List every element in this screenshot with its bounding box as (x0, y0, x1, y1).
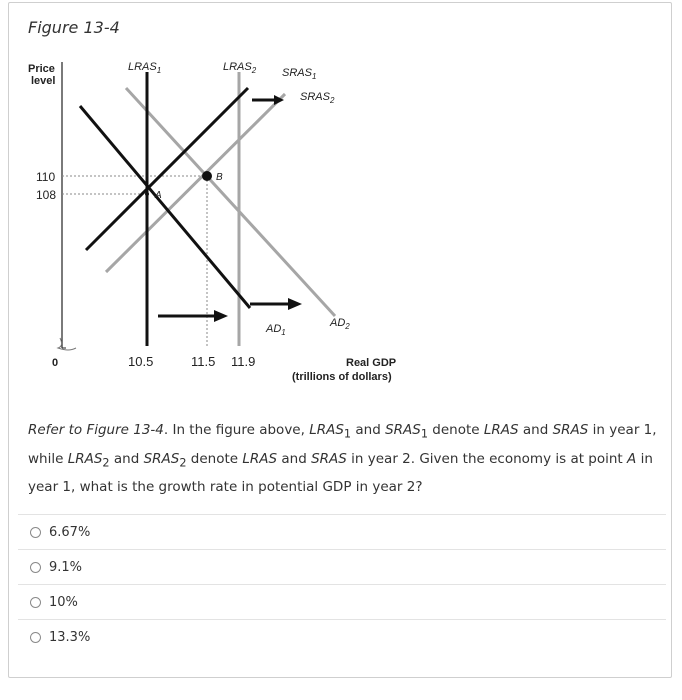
q-point: A (627, 450, 637, 467)
arrow-ad-shift (250, 298, 302, 310)
sras1-line (86, 88, 248, 250)
q-figure-ref: Figure 13-4 (86, 422, 164, 438)
point-b-label: B (216, 172, 223, 183)
question-text (28, 418, 664, 500)
option-label: 9.1% (49, 559, 83, 575)
q-end: in year 1, what is the growth rate in potential GDP in year 2? (28, 450, 653, 496)
answer-options (18, 514, 666, 654)
ad1-line (80, 106, 250, 308)
q-sub2-a: 2 (102, 456, 110, 470)
y-tick-110: 110 (36, 170, 56, 184)
sras2-label: $SRAS_2$ (300, 91, 335, 105)
point-b-dot (202, 171, 212, 181)
q-sras-plain-2: SRAS (311, 450, 347, 467)
x-tick-10-5: 10.5 (128, 354, 154, 369)
ad2-label: $AD_2$ (330, 317, 350, 331)
y-tick-108: 108 (36, 188, 57, 202)
radio-button[interactable] (30, 632, 41, 643)
q-lras-plain-2: LRAS (242, 450, 278, 467)
origin-label: 0 (52, 357, 59, 369)
x-tick-11-9: 11.9 (231, 354, 256, 369)
option-9-1[interactable] (18, 549, 666, 584)
q-and-2: and (518, 422, 553, 438)
q-refer: Refer to (28, 422, 87, 438)
q-sub1-a: 1 (343, 427, 352, 441)
q-sras: SRAS (385, 422, 421, 438)
q-sras-2: SRAS (143, 450, 180, 467)
q-year2: in year 2. Given the economy is at point (346, 450, 628, 467)
q-and-3: and (109, 450, 144, 467)
ad1-label: $AD_1$ (266, 323, 286, 337)
q-sub1-b: 1 (420, 427, 429, 441)
y-axis-label-2: level (31, 75, 56, 87)
figure-title: Figure 13-4 (28, 18, 120, 37)
option-6-67[interactable] (18, 514, 666, 549)
point-a-label: A (155, 190, 162, 201)
x-axis-label-1: Real GDP (346, 357, 397, 369)
arrow-lras-shift (158, 310, 228, 322)
q-denote-2: denote (186, 450, 243, 467)
radio-button[interactable] (30, 562, 41, 573)
q-part2: . In the figure above, (163, 422, 310, 438)
q-and-4: and (277, 450, 312, 467)
point-a-dot (145, 192, 149, 196)
option-label: 6.67% (49, 524, 91, 540)
axis-break-mark (58, 338, 76, 350)
lras1-label: $LRAS_1$ (128, 61, 162, 75)
q-sras-plain-1: SRAS (552, 422, 589, 438)
ad2-line (126, 88, 335, 316)
sras1-label: $SRAS_1$ (282, 67, 317, 81)
x-tick-11-5: 11.5 (191, 354, 216, 369)
option-10[interactable] (18, 584, 666, 619)
option-label: 10% (49, 594, 78, 610)
q-and-1: and (351, 422, 386, 438)
radio-button[interactable] (30, 527, 41, 538)
x-axis-label-2: (trillions of dollars) (292, 371, 392, 383)
q-lras-2: LRAS (67, 450, 103, 467)
q-sub2-b: 2 (179, 456, 187, 470)
option-label: 13.3% (49, 629, 91, 645)
lras2-label: $LRAS_2$ (223, 61, 257, 75)
q-year1: in year 1, while (28, 422, 657, 467)
radio-button[interactable] (30, 597, 41, 608)
arrow-sras-shift (252, 95, 284, 105)
q-lras: LRAS (309, 422, 344, 438)
y-axis-label-1: Price (28, 63, 55, 75)
option-13-3[interactable] (18, 619, 666, 654)
q-denote-1: denote (428, 422, 484, 438)
q-lras-plain-1: LRAS (483, 422, 519, 438)
